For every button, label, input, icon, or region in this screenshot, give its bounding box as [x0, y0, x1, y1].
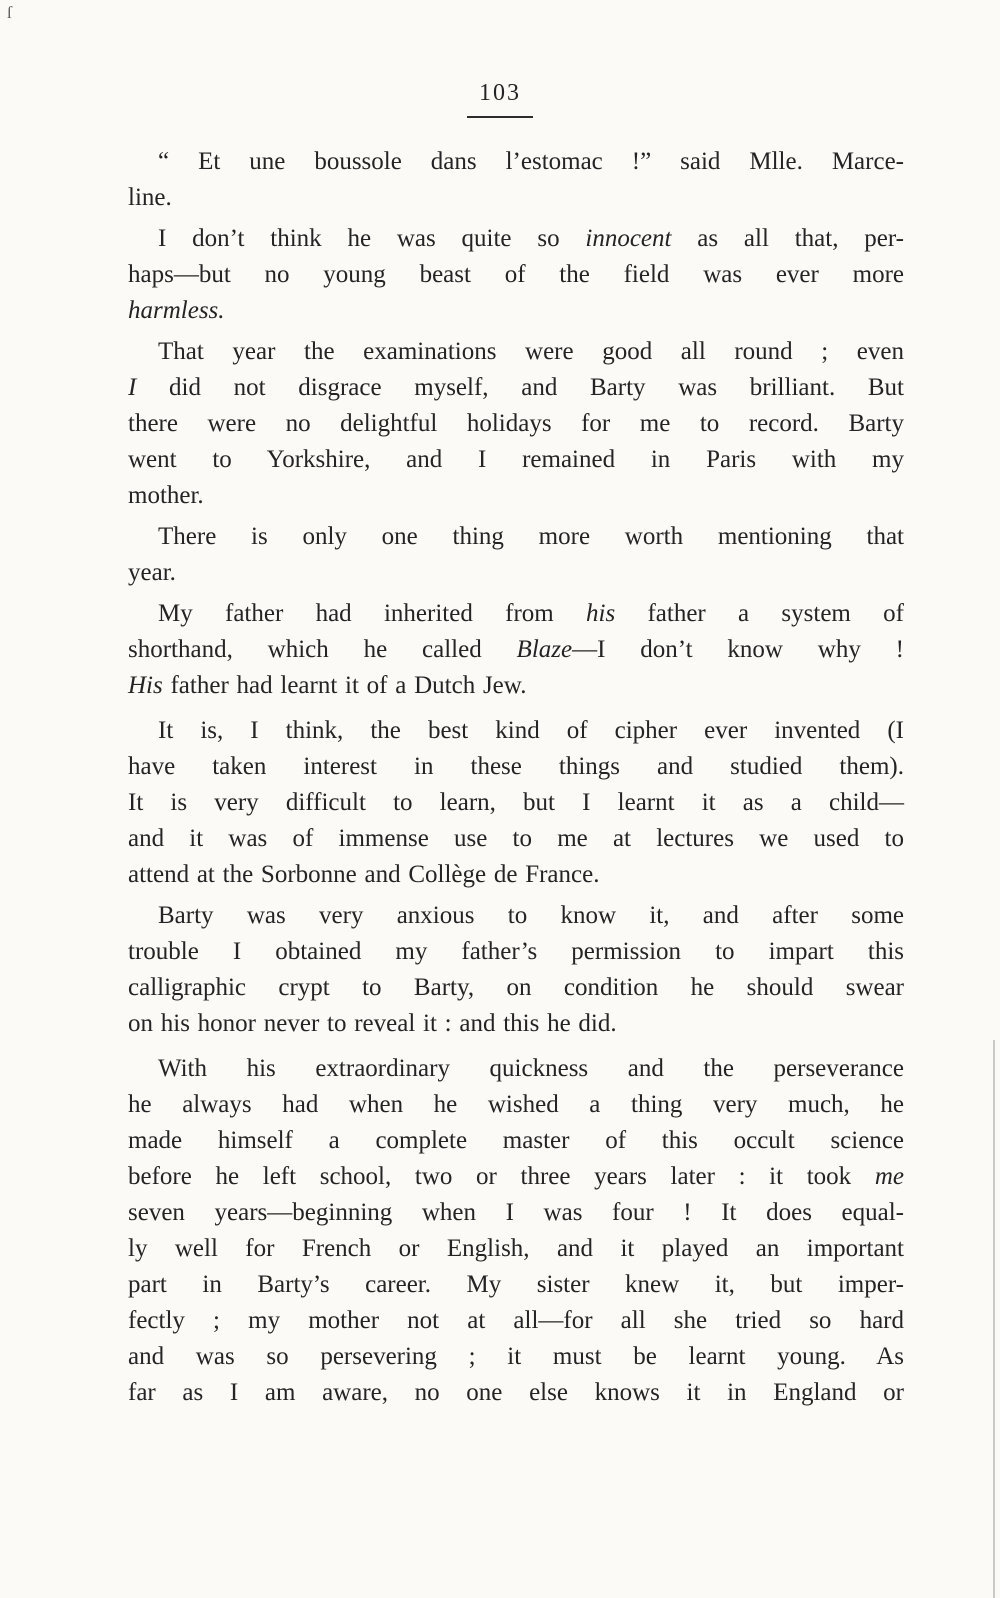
text-line: There is only one thing more worth mentioning that: [158, 523, 904, 550]
text-line: shorthand, which he called Blaze—I don’t know why !: [128, 636, 904, 663]
text-line: That year the examinations were good all round ; even: [158, 338, 904, 365]
text-line: and it was of immense use to me at lectures we used to: [128, 825, 904, 852]
paragraph: [128, 596, 904, 704]
text-line: mother.: [128, 482, 204, 509]
page-number: 103: [479, 80, 521, 106]
text-line: It is very difficult to learn, but I learnt it as a child—: [128, 789, 904, 816]
text-line: far as I am aware, no one else knows it in England or: [128, 1379, 904, 1406]
text-line: With his extraordinary quickness and the perseverance: [158, 1055, 904, 1082]
scan-edge-line: [993, 1040, 995, 1598]
paragraph: [128, 1051, 904, 1411]
text-block: [128, 144, 904, 1411]
paragraph: [128, 898, 904, 1042]
text-line: haps—but no young beast of the field was ever more: [128, 261, 904, 288]
text-line: “ Et une boussole dans l’estomac !” said Mlle. Marce-: [158, 148, 904, 175]
paragraph: [128, 713, 904, 893]
text-line: His father had learnt it of a Dutch Jew.: [128, 672, 527, 699]
text-line: seven years—beginning when I was four ! It does equal-: [128, 1199, 904, 1226]
text-line: have taken interest in these things and studied them).: [128, 753, 904, 780]
text-line: he always had when he wished a thing very much, he: [128, 1091, 904, 1118]
text-line: there were no delightful holidays for me to record. Barty: [128, 410, 904, 437]
paragraph: [128, 144, 904, 216]
text-line: before he left school, two or three years later : it took me: [128, 1163, 904, 1190]
text-line: made himself a complete master of this occult science: [128, 1127, 904, 1154]
text-line: on his honor never to reveal it : and this he did.: [128, 1010, 617, 1037]
paragraph: [128, 334, 904, 514]
text-line: year.: [128, 559, 176, 586]
text-line: My father had inherited from his father a system of: [158, 600, 904, 627]
text-line: harmless.: [128, 297, 225, 324]
scan-artifact: ſ: [7, 3, 12, 22]
text-line: line.: [128, 184, 172, 211]
text-line: ly well for French or English, and it played an important: [128, 1235, 904, 1262]
text-line: It is, I think, the best kind of cipher ever invented (I: [158, 717, 904, 744]
text-line: fectly ; my mother not at all—for all she tried so hard: [128, 1307, 904, 1334]
page-number-rule: [467, 116, 533, 118]
text-line: I did not disgrace myself, and Barty was brilliant. But: [128, 374, 904, 401]
text-line: calligraphic crypt to Barty, on condition he should swear: [128, 974, 904, 1001]
paragraph: [128, 221, 904, 329]
text-line: part in Barty’s career. My sister knew it, but imper-: [128, 1271, 904, 1298]
text-line: I don’t think he was quite so innocent as all that, per-: [158, 225, 905, 252]
text-line: and was so persevering ; it must be learnt young. As: [128, 1343, 904, 1370]
text-line: went to Yorkshire, and I remained in Paris with my: [128, 446, 904, 473]
text-line: Barty was very anxious to know it, and after some: [158, 902, 904, 929]
paragraph: [128, 519, 904, 591]
text-line: attend at the Sorbonne and Collège de France.: [128, 861, 600, 888]
text-line: trouble I obtained my father’s permission to impart this: [128, 938, 904, 965]
